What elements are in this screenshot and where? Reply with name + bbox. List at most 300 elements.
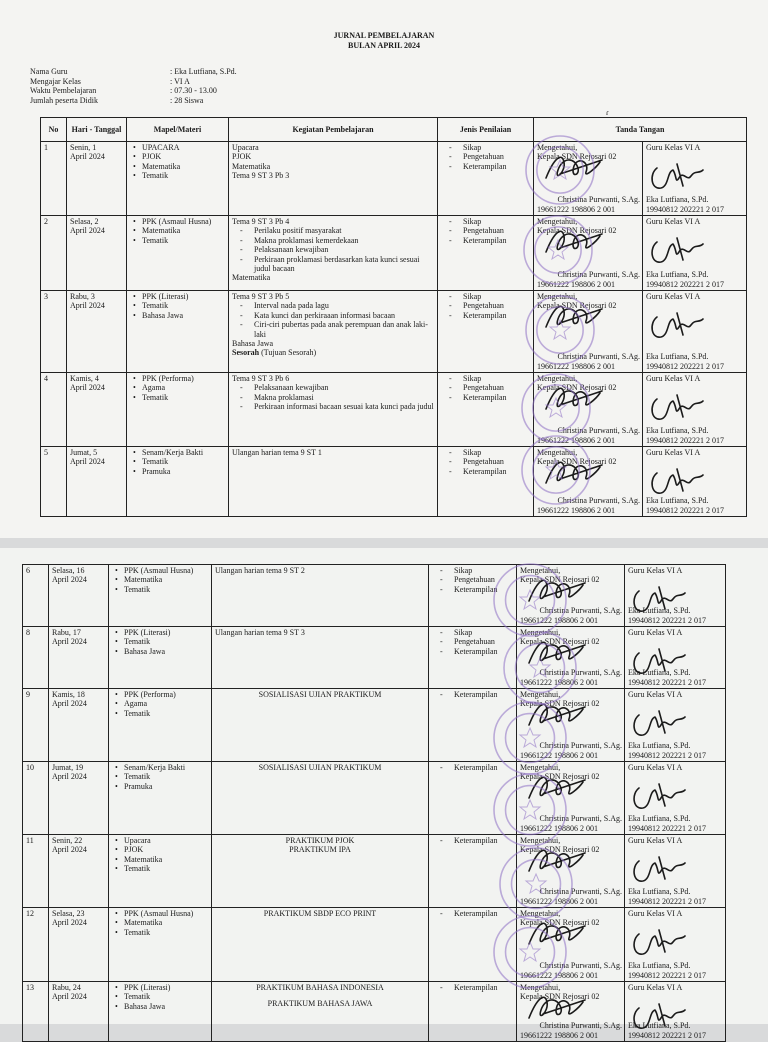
kegiatan-line: Tema 9 ST 3 Pb 5: [232, 292, 290, 301]
row-date: [49, 565, 109, 627]
official-stamp: [492, 700, 568, 776]
guru-title: Guru Kelas VI A: [628, 690, 683, 699]
official-stamp: [502, 630, 578, 706]
guru-name: Eka Lutfiana, S.Pd.: [646, 270, 709, 280]
guru-title: Guru Kelas VI A: [646, 143, 701, 152]
meta-label: Waktu Pembelajaran: [30, 86, 97, 96]
kegiatan-line: Matematika: [232, 273, 271, 283]
sesorah-detail: (Tujuan Sesorah): [259, 348, 317, 358]
sesorah-label: Sesorah: [232, 348, 260, 358]
guru-nip: 19940812 202221 2 017: [628, 896, 706, 906]
kegiatan-list: [232, 383, 434, 411]
table-row: [41, 291, 747, 373]
kepala-title: Kepala SDN Rejosari 02: [537, 383, 617, 393]
guru-nip: 19940812 202221 2 017: [628, 615, 706, 625]
col-tanda-tangan: Tanda Tangan: [534, 118, 747, 142]
jenis-list: [441, 217, 530, 245]
col-no: No: [41, 118, 67, 142]
kepala-nip: 19661222 198806 2 001: [537, 279, 615, 289]
journal-page-2: [0, 548, 768, 1040]
table-body-continued: [23, 565, 726, 1042]
date-text: April 2024: [52, 637, 87, 647]
mapel-list-item: • Tematik: [142, 236, 225, 245]
mapel-list-item: • PPK (Asmaul Husna): [124, 566, 208, 575]
mapel-list-item: • Tematik: [142, 301, 225, 310]
mapel-list-item: • Pramuka: [124, 782, 208, 791]
table-row: [23, 982, 726, 1042]
mapel-list-item: • Tematik: [124, 585, 208, 594]
kepala-nip: 19661222 198806 2 001: [520, 750, 598, 760]
mapel-list-item: • Upacara: [124, 836, 208, 845]
kepala-name: Christina Purwanti, S.Ag.: [557, 195, 640, 205]
jenis-list: [432, 690, 513, 699]
kepala-name: Christina Purwanti, S.Ag.: [539, 887, 622, 897]
table-row: [23, 565, 726, 627]
date-text: April 2024: [52, 575, 87, 585]
kegiatan-cell: [212, 908, 429, 982]
jenis-list-item: - Pengetahuan: [463, 457, 530, 466]
row-number: 11: [23, 835, 49, 908]
kegiatan-line: Upacara: [232, 143, 259, 152]
guru-name: Eka Lutfiana, S.Pd.: [628, 741, 691, 751]
mapel-list-item: • Matematika: [124, 855, 208, 864]
col-hari-tanggal: Hari - Tanggal: [67, 118, 127, 142]
kegiatan-list-item: - Ciri-ciri pubertas pada anak perempuan dan anak laki-laki: [254, 320, 434, 339]
mengetahui-label: Mengetahui,: [520, 836, 561, 845]
jenis-list: [441, 292, 530, 320]
guru-title: Guru Kelas VI A: [628, 983, 683, 992]
date-text: April 2024: [70, 457, 105, 467]
kegiatan-list-item: - Pelaksanaan kewajiban: [254, 383, 434, 392]
signature-guru-cell: [643, 447, 747, 517]
signature-head: [523, 988, 589, 1024]
jenis-cell: [438, 142, 534, 216]
mapel-cell: [109, 689, 212, 762]
mapel-list-item: • Bahasa Jawa: [142, 311, 225, 320]
official-stamp: [498, 846, 574, 922]
kepala-title: Kepala SDN Rejosari 02: [520, 699, 600, 709]
meta-value: : Eka Lutfiana, S.Pd.: [170, 67, 237, 76]
date-text: April 2024: [70, 152, 105, 162]
day-label: Kamis, 4: [70, 374, 99, 383]
row-date: [67, 142, 127, 216]
mapel-cell: [109, 762, 212, 835]
guru-name-block: [628, 668, 723, 687]
date-text: April 2024: [70, 226, 105, 236]
mapel-list: [112, 983, 208, 1011]
jenis-list-item: - Keterampilan: [454, 983, 513, 992]
kepala-nip: 19661222 198806 2 001: [520, 615, 598, 625]
kepala-title: Kepala SDN Rejosari 02: [520, 772, 600, 782]
guru-name: Eka Lutfiana, S.Pd.: [646, 195, 709, 205]
day-label: Selasa, 23: [52, 909, 85, 918]
guru-name-block: [646, 270, 744, 289]
kepala-name: Christina Purwanti, S.Ag.: [539, 961, 622, 971]
guru-name: Eka Lutfiana, S.Pd.: [628, 887, 691, 897]
jenis-list-item: - Keterampilan: [454, 585, 513, 594]
official-stamp: [492, 914, 568, 990]
kegiatan-line: Tema 9 ST 3 Pb 4: [232, 217, 290, 226]
jenis-list-item: - Keterampilan: [454, 909, 513, 918]
guru-nip: 19940812 202221 2 017: [628, 677, 706, 687]
kepala-title: Kepala SDN Rejosari 02: [537, 301, 617, 311]
signature-guru: [647, 234, 707, 266]
day-label: Rabu, 17: [52, 628, 81, 637]
row-date: [49, 982, 109, 1042]
kegiatan-line: Ulangan harian tema 9 ST 3: [215, 628, 305, 637]
mapel-list-item: • Matematika: [124, 575, 208, 584]
jenis-list: [441, 143, 530, 171]
mapel-list-item: • Matematika: [142, 226, 225, 235]
date-text: April 2024: [70, 301, 105, 311]
jenis-list-item: - Pengetahuan: [454, 637, 513, 646]
kegiatan-list-item: - Perkiraan informasi bacaan sesuai kata kunci pada judul: [254, 402, 434, 411]
mapel-list-item: • Tematik: [142, 457, 225, 466]
kepala-name: Christina Purwanti, S.Ag.: [557, 426, 640, 436]
mapel-list-item: • PPK (Performa): [124, 690, 208, 699]
kegiatan-line: PRAKTIKUM SBDP ECO PRINT: [263, 909, 377, 918]
guru-nip: 19940812 202221 2 017: [646, 204, 724, 214]
official-stamp: [524, 294, 596, 366]
mapel-list: [130, 292, 225, 320]
kegiatan-list-item: - Kata kunci dan perkiraaan informasi bacaan: [254, 311, 434, 320]
row-date: [67, 373, 127, 447]
jenis-list-item: - Keterampilan: [463, 162, 530, 171]
row-number: 12: [23, 908, 49, 982]
meta-row: [30, 86, 237, 96]
guru-name-block: [646, 195, 744, 214]
jenis-list-item: - Pengetahuan: [463, 152, 530, 161]
kegiatan-cell: [212, 835, 429, 908]
mapel-list: [130, 374, 225, 402]
kepala-title: Kepala SDN Rejosari 02: [520, 575, 600, 585]
kepala-name: Christina Purwanti, S.Ag.: [557, 496, 640, 506]
kegiatan-line: PJOK: [232, 152, 252, 162]
mapel-list: [130, 448, 225, 476]
mapel-cell: [127, 373, 229, 447]
jenis-list-item: - Keterampilan: [454, 836, 513, 845]
row-number: 1: [41, 142, 67, 216]
mapel-list-item: • Tematik: [124, 709, 208, 718]
guru-nip: 19940812 202221 2 017: [628, 823, 706, 833]
mapel-list-item: • Tematik: [124, 637, 208, 646]
kegiatan-line: Tema 9 ST 3 Pb 3: [232, 171, 290, 181]
kepala-name: Christina Purwanti, S.Ag.: [539, 1021, 622, 1031]
official-stamp: [520, 434, 592, 506]
signature-guru-cell: [625, 627, 726, 689]
mapel-list-item: • Senam/Kerja Bakti: [124, 763, 208, 772]
kegiatan-list-item: - Pelaksanaan kewajiban: [254, 245, 434, 254]
guru-name-block: [628, 606, 723, 625]
signature-guru: [629, 707, 689, 739]
signature-guru-cell: [643, 291, 747, 373]
mapel-list-item: • Senam/Kerja Bakti: [142, 448, 225, 457]
col-jenis-penilaian: Jenis Penilaian: [438, 118, 534, 142]
date-text: April 2024: [52, 845, 87, 855]
mapel-list-item: • PPK (Asmaul Husna): [124, 909, 208, 918]
mapel-list-item: • PPK (Asmaul Husna): [142, 217, 225, 226]
mengetahui-label: Mengetahui,: [537, 374, 578, 383]
mapel-list-item: • Bahasa Jawa: [124, 1002, 208, 1011]
kepala-nip: 19661222 198806 2 001: [537, 505, 615, 515]
table-row: [23, 908, 726, 982]
mapel-list-item: • Tematik: [124, 772, 208, 781]
guru-name-block: [628, 961, 723, 980]
kepala-title: Kepala SDN Rejosari 02: [520, 918, 600, 928]
row-date: [67, 447, 127, 517]
guru-name: Eka Lutfiana, S.Pd.: [628, 961, 691, 971]
mapel-list-item: • Tematik: [142, 171, 225, 180]
table-row: [23, 762, 726, 835]
official-stamp: [492, 562, 568, 638]
meta-row: [30, 96, 237, 106]
date-text: April 2024: [52, 772, 87, 782]
guru-name-block: [646, 496, 744, 515]
mapel-cell: [109, 982, 212, 1042]
signature-guru-cell: [625, 565, 726, 627]
mengetahui-label: Mengetahui,: [537, 292, 578, 301]
day-label: Rabu, 3: [70, 292, 95, 301]
guru-name-block: [628, 814, 723, 833]
signature-guru-cell: [625, 762, 726, 835]
kepala-nip: 19661222 198806 2 001: [537, 361, 615, 371]
guru-title: Guru Kelas VI A: [628, 628, 683, 637]
kepala-nip: 19661222 198806 2 001: [520, 970, 598, 980]
kegiatan-cell: [212, 689, 429, 762]
signature-guru-scribble: [629, 926, 689, 958]
jenis-list-item: - Pengetahuan: [454, 575, 513, 584]
official-stamp: [522, 214, 594, 286]
guru-title: Guru Kelas VI A: [628, 763, 683, 772]
kepala-nip: 19661222 198806 2 001: [520, 1030, 598, 1040]
mapel-list: [112, 628, 208, 656]
kepala-title: Kepala SDN Rejosari 02: [520, 992, 600, 1002]
mapel-list-item: • UPACARA: [142, 143, 225, 152]
mengetahui-label: Mengetahui,: [520, 628, 561, 637]
date-text: April 2024: [52, 699, 87, 709]
date-text: April 2024: [52, 992, 87, 1002]
mapel-list-item: • PPK (Literasi): [142, 292, 225, 301]
guru-title: Guru Kelas VI A: [628, 909, 683, 918]
kegiatan-line: Bahasa Jawa: [232, 339, 274, 349]
kegiatan-line: PRAKTIKUM BAHASA INDONESIA: [256, 983, 384, 992]
mapel-list-item: • PJOK: [142, 152, 225, 161]
kepala-name-block: [520, 1021, 622, 1040]
table-row: [41, 447, 747, 517]
kegiatan-list-item: - Makna proklamasi: [254, 393, 434, 402]
guru-nip: 19940812 202221 2 017: [646, 279, 724, 289]
guru-name-block: [628, 1021, 723, 1040]
mapel-cell: [127, 142, 229, 216]
kegiatan-cell: [229, 216, 438, 291]
kepala-nip: 19661222 198806 2 001: [520, 823, 598, 833]
jenis-list-item: - Keterampilan: [454, 690, 513, 699]
date-text: April 2024: [70, 383, 105, 393]
jenis-list-item: - Sikap: [454, 628, 513, 637]
guru-name-block: [628, 741, 723, 760]
day-label: Senin, 22: [52, 836, 83, 845]
kegiatan-list: [232, 301, 434, 339]
journal-table: [40, 117, 747, 517]
mapel-list-item: • Tematik: [124, 928, 208, 937]
kegiatan-list-item: - Interval nada pada lagu: [254, 301, 434, 310]
signature-guru-scribble: [629, 707, 689, 739]
signature-head-cell: [517, 982, 625, 1042]
kepala-title: Kepala SDN Rejosari 02: [520, 637, 600, 647]
row-date: [49, 762, 109, 835]
mapel-list-item: • Tematik: [142, 393, 225, 402]
kegiatan-line: PRAKTIKUM BAHASA JAWA: [267, 999, 373, 1009]
jenis-list-item: - Keterampilan: [463, 393, 530, 402]
day-label: Jumat, 19: [52, 763, 84, 772]
meta-label: Mengajar Kelas: [30, 76, 81, 86]
signature-guru-cell: [643, 142, 747, 216]
signature-guru-scribble: [647, 160, 707, 192]
day-label: Rabu, 24: [52, 983, 81, 992]
guru-name: Eka Lutfiana, S.Pd.: [646, 426, 709, 436]
day-label: Kamis, 18: [52, 690, 85, 699]
document-title: JURNAL PEMBELAJARAN: [333, 31, 435, 40]
jenis-list-item: - Keterampilan: [463, 311, 530, 320]
pen-mark: ɾ: [606, 108, 609, 117]
mapel-list-item: • Tematik: [124, 992, 208, 1001]
table-row: [23, 627, 726, 689]
signature-guru-cell: [625, 982, 726, 1042]
row-number: 5: [41, 447, 67, 517]
col-kegiatan: Kegiatan Pembelajaran: [229, 118, 438, 142]
day-label: Selasa, 2: [70, 217, 99, 226]
guru-nip: 19940812 202221 2 017: [628, 970, 706, 980]
mapel-cell: [109, 908, 212, 982]
date-text: April 2024: [52, 918, 87, 928]
guru-name: Eka Lutfiana, S.Pd.: [628, 814, 691, 824]
guru-name: Eka Lutfiana, S.Pd.: [646, 352, 709, 362]
guru-name: Eka Lutfiana, S.Pd.: [628, 606, 691, 616]
kegiatan-list-item: - Perkiraan proklamasi berdasarkan kata kunci sesuai judul bacaan: [254, 255, 434, 274]
journal-table-continued: [22, 564, 726, 1042]
mapel-cell: [127, 447, 229, 517]
guru-name-block: [628, 887, 723, 906]
jenis-cell: [438, 291, 534, 373]
meta-value: : 28 Siswa: [170, 95, 204, 105]
kegiatan-line: Tema 9 ST 3 Pb 6: [232, 374, 290, 383]
kepala-title: Kepala SDN Rejosari 02: [537, 152, 617, 162]
mengetahui-label: Mengetahui,: [520, 690, 561, 699]
row-number: 8: [23, 627, 49, 689]
signature-guru-scribble: [629, 853, 689, 885]
meta-label: Jumlah peserta Didik: [30, 95, 98, 105]
kegiatan-cell: [212, 565, 429, 627]
day-label: Senin, 1: [70, 143, 97, 152]
jenis-list: [441, 374, 530, 402]
mapel-list: [112, 763, 208, 791]
kepala-title: Kepala SDN Rejosari 02: [537, 226, 617, 236]
table-row: [41, 373, 747, 447]
table-body: [41, 142, 747, 517]
table-row: [41, 142, 747, 216]
mengetahui-label: Mengetahui,: [520, 566, 561, 575]
signature-guru: [629, 780, 689, 812]
mapel-list-item: • PPK (Literasi): [124, 628, 208, 637]
jenis-list-item: - Pengetahuan: [463, 301, 530, 310]
meta-row: [30, 67, 237, 77]
jenis-cell: [429, 982, 517, 1042]
signature-guru: [647, 391, 707, 423]
row-number: 10: [23, 762, 49, 835]
meta-row: [30, 77, 237, 87]
kegiatan-line: SOSIALISASI UJIAN PRAKTIKUM: [258, 690, 382, 699]
kepala-name: Christina Purwanti, S.Ag.: [557, 270, 640, 280]
row-number: 13: [23, 982, 49, 1042]
guru-name: Eka Lutfiana, S.Pd.: [628, 1021, 691, 1031]
signature-guru: [647, 309, 707, 341]
mengetahui-label: Mengetahui,: [537, 143, 578, 152]
mapel-cell: [109, 565, 212, 627]
jenis-list-item: - Keterampilan: [463, 236, 530, 245]
kegiatan-line: Matematika: [232, 161, 271, 171]
document-subtitle: BULAN APRIL 2024: [347, 41, 420, 50]
mapel-list-item: • PJOK: [124, 845, 208, 854]
meta-value: : VI A: [170, 76, 190, 86]
mapel-cell: [127, 291, 229, 373]
signature-guru-cell: [625, 835, 726, 908]
kegiatan-line: Ulangan harian tema 9 ST 2: [215, 566, 305, 575]
mapel-list-item: • Agama: [142, 383, 225, 392]
jenis-list-item: - Sikap: [463, 448, 530, 457]
mapel-list-item: • PPK (Literasi): [124, 983, 208, 992]
kepala-nip: 19661222 198806 2 001: [520, 677, 598, 687]
kegiatan-cell: [229, 291, 438, 373]
mapel-cell: [109, 627, 212, 689]
kepala-name: Christina Purwanti, S.Ag.: [539, 814, 622, 824]
guru-title: Guru Kelas VI A: [628, 566, 683, 575]
guru-name-block: [646, 426, 744, 445]
row-date: [67, 291, 127, 373]
kegiatan-list-item: - Perilaku positif masyarakat: [254, 226, 434, 235]
guru-name: Eka Lutfiana, S.Pd.: [646, 496, 709, 506]
mapel-list-item: • Agama: [124, 699, 208, 708]
kegiatan-line: PRAKTIKUM PJOK: [285, 836, 355, 845]
row-date: [67, 216, 127, 291]
row-number: 4: [41, 373, 67, 447]
signature-guru: [629, 853, 689, 885]
signature-head-scribble: [523, 988, 589, 1024]
jenis-list-item: - Sikap: [463, 374, 530, 383]
kepala-name: Christina Purwanti, S.Ag.: [557, 352, 640, 362]
mengetahui-label: Mengetahui,: [520, 763, 561, 772]
kegiatan-sesorah: [232, 348, 434, 357]
day-label: Selasa, 16: [52, 566, 85, 575]
signature-guru-cell: [643, 216, 747, 291]
table-row: [41, 216, 747, 291]
kegiatan-cell: [212, 627, 429, 689]
teacher-info: [30, 67, 237, 105]
kegiatan-cell: [212, 762, 429, 835]
jenis-list-item: - Sikap: [463, 292, 530, 301]
guru-nip: 19940812 202221 2 017: [646, 361, 724, 371]
mengetahui-label: Mengetahui,: [537, 217, 578, 226]
signature-guru: [629, 926, 689, 958]
kepala-nip: 19661222 198806 2 001: [520, 896, 598, 906]
kepala-title: Kepala SDN Rejosari 02: [537, 457, 617, 467]
jenis-list-item: - Pengetahuan: [463, 383, 530, 392]
row-date: [49, 689, 109, 762]
jenis-list: [441, 448, 530, 476]
kegiatan-cell: [229, 142, 438, 216]
kegiatan-list-item: - Makna proklamasi kemerdekaan: [254, 236, 434, 245]
signature-guru-scribble: [629, 780, 689, 812]
guru-title: Guru Kelas VI A: [646, 448, 701, 457]
